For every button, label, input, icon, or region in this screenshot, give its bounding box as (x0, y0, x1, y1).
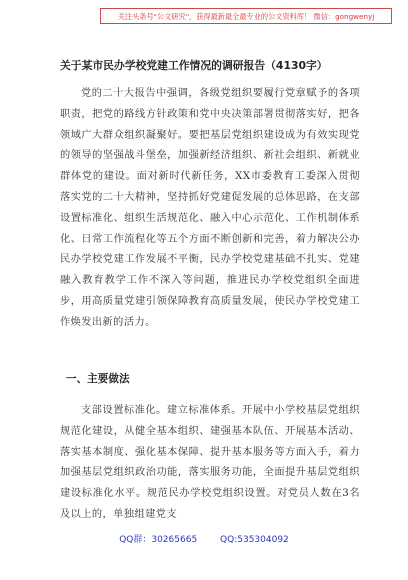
document-title: 关于某市民办学校党建工作情况的调研报告（4130字） (60, 59, 328, 72)
section-heading: 一、主要做法 (66, 373, 130, 385)
qq-number-text: QQ:535304092 (220, 535, 289, 545)
qq-group-text: QQ群：30265665 (119, 535, 198, 545)
intro-paragraph: 党的二十大报告中强调，各级党组织要履行党章赋予的各项职责，把党的路线方针政策和党中央决策部署贯彻落实好，把各领域广大群众组织凝聚好。要把基层党组织建设成为有效实现党的领导的坚强战斗堡垒，加强新经济组织、新社会组织、新就业群体党的建设。面对新时代新任务，XX市委教育工委深入贯彻落实党的二十大精神，坚持抓好党建促发展的总体思路，在支部设置标准化、组织生活规范化、融入中心示范化、工作机制体系化、日常工作流程化等五个方面不断创新和完善，着力解决公办民办学校党建工作发展不平衡，民办学校党建基础不扎实、党建融入教育教学工作不深入等问题，推进民办学校党组织全面进步，用高质量党建引领保障教育高质量发展，使民办学校党建工作焕发出新的活力。 (60, 88, 360, 328)
promo-banner: 关注头条号"公文研究"，获得最新最全最专业的公文资料库！ 微信：gongwenyj (100, 8, 392, 24)
footer-contact (0, 532, 408, 545)
section-paragraph: 支部设置标准化。建立标准体系。开展中小学校基层党组织规范化建设，从健全基本组织、建强基本队伍、开展基本活动、落实基本制度、强化基本保障、提升基本服务等方面入手，着力加强基层党组织政治功能，落实服务功能，全面提升基层党组织建设标准化水平。规范民办学校党组织设置。对党员人数在3名及以上的，单独组建党支 (60, 405, 360, 520)
